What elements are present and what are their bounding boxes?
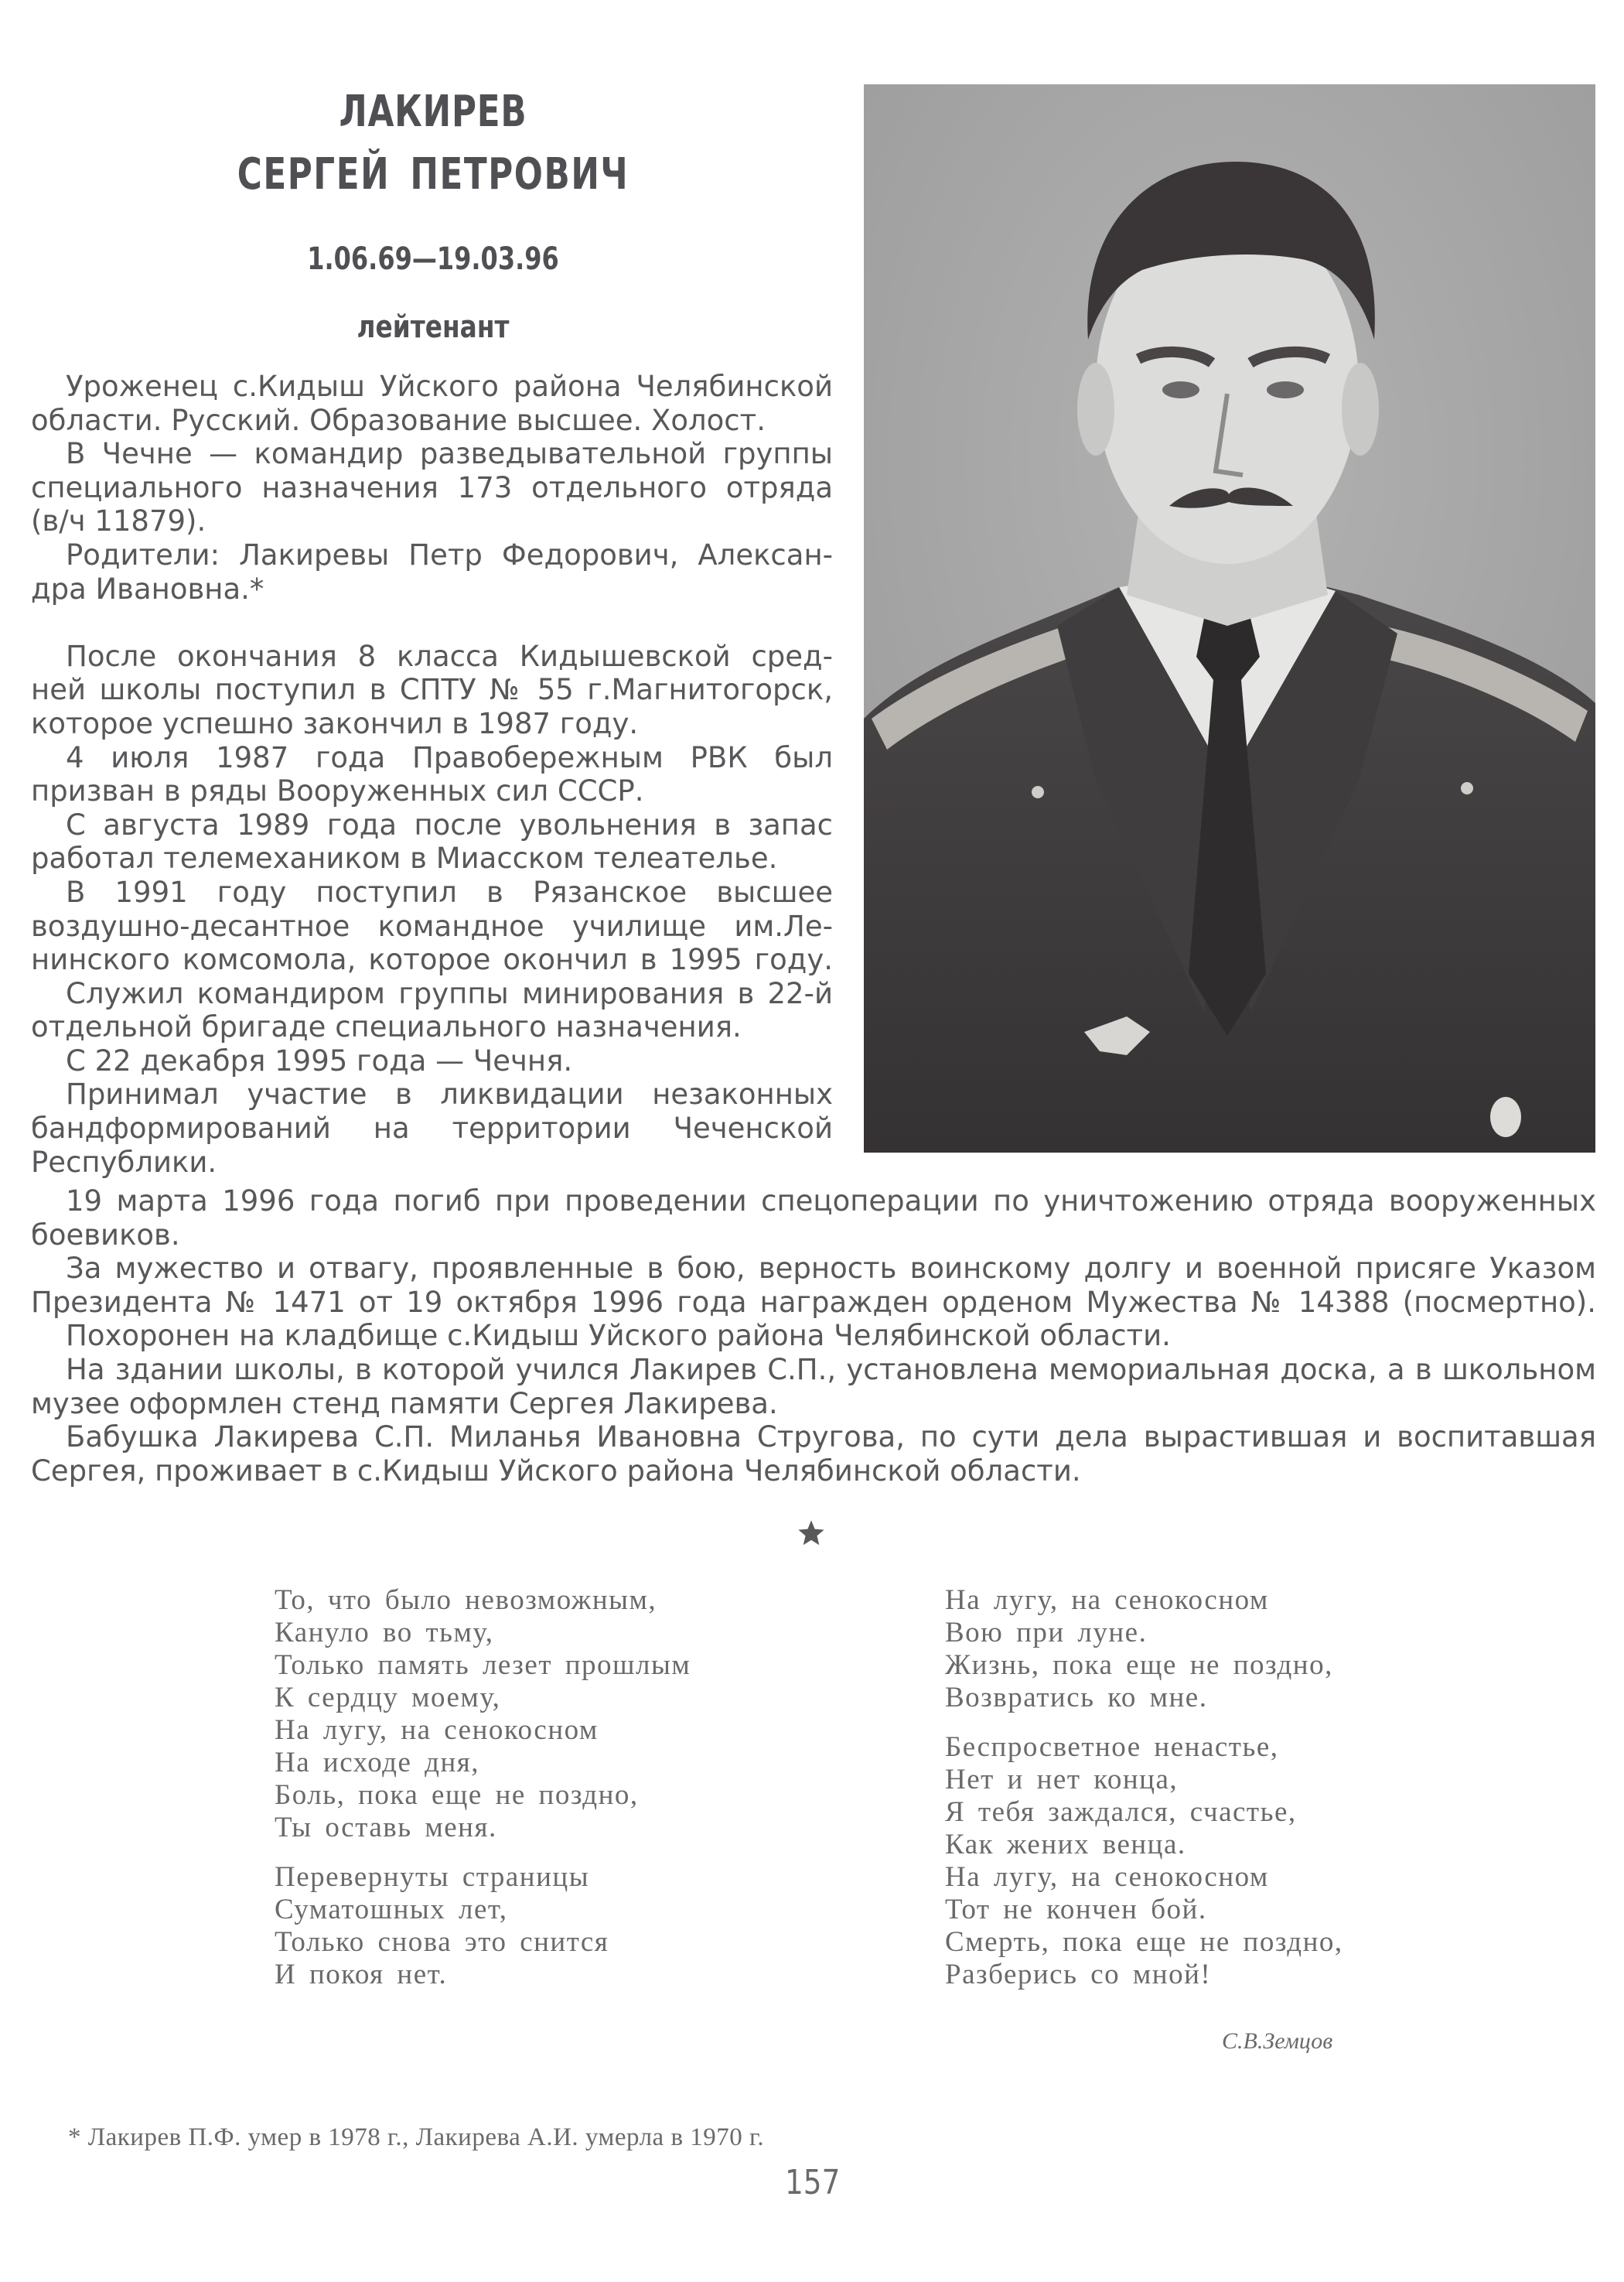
poem-line: Вою при луне.: [945, 1617, 1148, 1648]
portrait-photo: [864, 84, 1595, 1153]
poem-line: Разберись со мной!: [945, 1959, 1212, 1990]
poem-line: Я тебя заждался, счастье,: [945, 1796, 1297, 1828]
poem-line: Кануло во тьму,: [275, 1617, 494, 1648]
text-line: ней школы поступил в СПТУ № 55 г.Магнитогорск,: [31, 673, 833, 707]
text-line: Сергея, проживает в с.Кидыш Уйского района Челябинской области.: [31, 1454, 1081, 1488]
text-line: дра Ивановна.*: [31, 572, 264, 606]
poem-right-column: [945, 1584, 1343, 1991]
text-line: После окончания 8 класса Кидышевской сред-: [66, 639, 833, 673]
star-icon: [797, 1518, 826, 1548]
text-line: С августа 1989 года после увольнения в запас: [66, 808, 833, 842]
footnote: * Лакирев П.Ф. умер в 1978 г., Лакирева А.И. умерла в 1970 г.: [68, 2123, 765, 2151]
poem-line: На исходе дня,: [275, 1747, 480, 1778]
text-line: музее оформлен стенд памяти Сергея Лакирева.: [31, 1386, 778, 1420]
text-line: 4 июля 1987 года Правобережным РВК был: [66, 740, 833, 774]
page-title-given-names: СЕРГЕЙ ПЕТРОВИЧ: [237, 149, 629, 200]
stanza-gap: [275, 1844, 691, 1861]
poem-line: К сердцу моему,: [275, 1682, 501, 1713]
biography-full-width: [31, 1184, 1596, 1488]
text-line: За мужество и отвагу, проявленные в бою, верность воинскому долгу и военной присяге Указом: [66, 1252, 1596, 1286]
text-line: Служил командиром группы минирования в 22-й: [66, 976, 833, 1010]
text-line: Уроженец с.Кидыш Уйского района Челябинской: [66, 370, 833, 403]
text-line: Республики.: [31, 1145, 217, 1179]
poem-line: Как жених венца.: [945, 1829, 1186, 1860]
text-line: бандформирований на территории Чеченской: [31, 1112, 833, 1146]
text-line: В Чечне — командир разведывательной группы: [66, 437, 833, 471]
text-line: области. Русский. Образование высшее. Холост.: [31, 403, 766, 437]
page-number: 157: [785, 2163, 841, 2202]
poem-line: Ты оставь меня.: [275, 1812, 497, 1843]
poem-author: С.В.Земцов: [1222, 2028, 1333, 2054]
text-line: отдельной бригаде специального назначения.: [31, 1010, 742, 1044]
text-line: Бабушка Лакирева С.П. Миланья Ивановна Стругова, по сути дела вырастившая и воспитавшая: [66, 1420, 1596, 1454]
poem-line: На лугу, на сенокосном: [945, 1861, 1269, 1893]
poem-line: И покоя нет.: [275, 1959, 448, 1990]
stanza-gap: [945, 1714, 1343, 1731]
life-dates: 1.06.69—19.03.96: [307, 241, 559, 277]
text-line: Родители: Лакиревы Петр Федорович, Алексан-: [66, 538, 833, 572]
poem-line: Боль, пока еще не поздно,: [275, 1779, 639, 1811]
text-line: воздушно-десантное командное училище им.Ле-: [31, 909, 833, 943]
text-line: На здании школы, в которой учился Лакирев С.П., установлена мемориальная доска, а в школьном: [66, 1352, 1596, 1386]
poem-line: Перевернуты страницы: [275, 1861, 590, 1893]
paragraph-gap: [31, 606, 833, 640]
biography-left-column: [31, 370, 833, 1179]
text-line: Похоронен на кладбище с.Кидыш Уйского района Челябинской области.: [66, 1319, 1171, 1353]
text-line: 19 марта 1996 года погиб при проведении спецоперации по уничтожению отряда вооруженных: [66, 1184, 1596, 1218]
poem-line: На лугу, на сенокосном: [275, 1714, 599, 1746]
poem-line: Тот не кончен бой.: [945, 1894, 1207, 1925]
poem-line: Жизнь, пока еще не поздно,: [945, 1649, 1333, 1681]
text-line: В 1991 году поступил в Рязанское высшее: [66, 875, 833, 909]
text-line: Президента № 1471 от 19 октября 1996 года награжден орденом Мужества № 14388 (посмертно).: [31, 1285, 1596, 1319]
poem-line: На лугу, на сенокосном: [945, 1584, 1269, 1616]
text-line: Принимал участие в ликвидации незаконных: [66, 1078, 833, 1112]
page-title-surname: ЛАКИРЕВ: [339, 87, 527, 137]
poem-line: Только снова это снится: [275, 1926, 609, 1958]
poem-line: Нет и нет конца,: [945, 1764, 1179, 1795]
poem-line: Смерть, пока еще не поздно,: [945, 1926, 1343, 1958]
poem-line: То, что было невозможным,: [275, 1584, 657, 1616]
text-line: С 22 декабря 1995 года — Чечня.: [66, 1044, 573, 1078]
text-line: боевиков.: [31, 1218, 180, 1252]
portrait-illustration: [864, 84, 1595, 1153]
poem-left-column: [275, 1584, 691, 1991]
text-line: нинского комсомола, которое окончил в 1995 году.: [31, 943, 833, 977]
text-line: специального назначения 173 отдельного отряда: [31, 470, 833, 504]
poem-line: Суматошных лет,: [275, 1894, 508, 1925]
text-line: призван в ряды Вооруженных сил СССР.: [31, 774, 644, 808]
poem-line: Возвратись ко мне.: [945, 1682, 1208, 1713]
text-line: которое успешно закончил в 1987 году.: [31, 706, 639, 740]
poem-line: Только память лезет прошлым: [275, 1649, 691, 1681]
military-rank: лейтенант: [357, 309, 510, 345]
text-line: работал телемехаником в Миасском телеателье.: [31, 842, 778, 876]
poem-line: Беспросветное ненастье,: [945, 1731, 1279, 1763]
text-line: (в/ч 11879).: [31, 504, 206, 538]
